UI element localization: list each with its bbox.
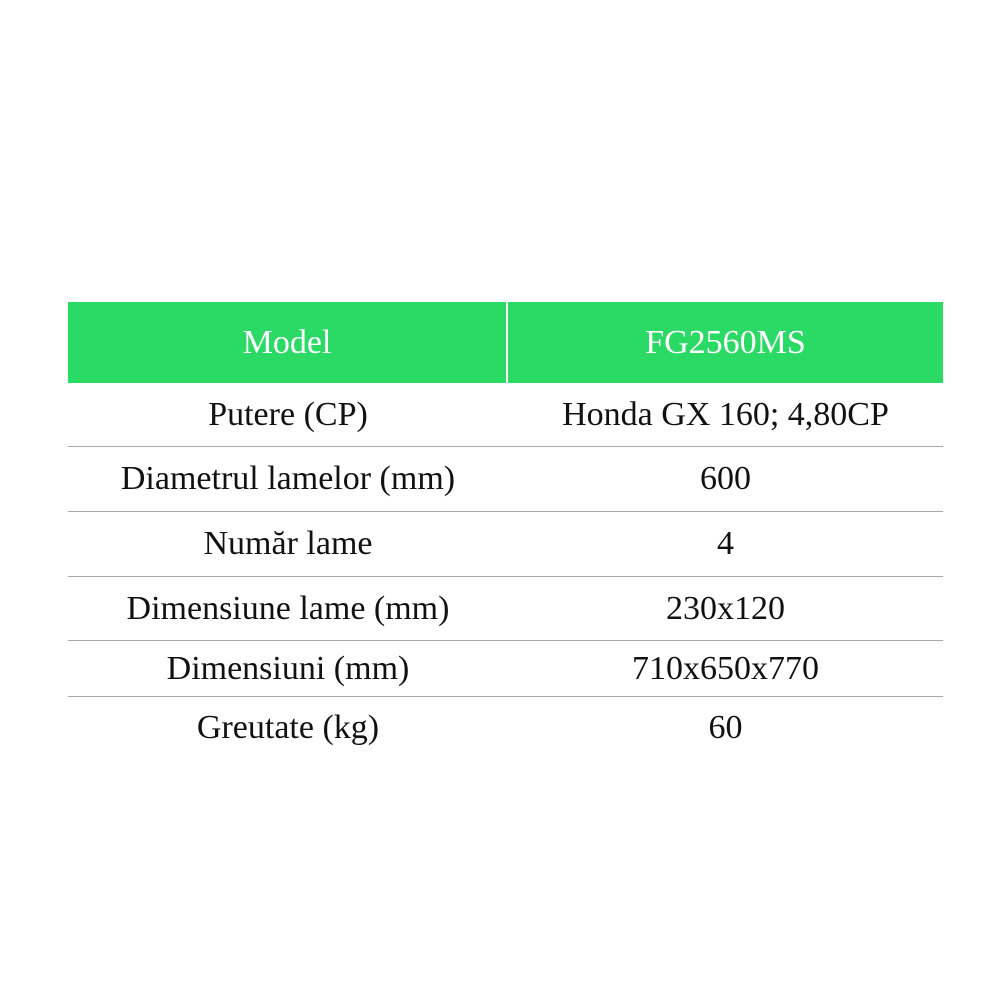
row-label: Număr lame — [203, 525, 373, 562]
row-value: 60 — [708, 709, 743, 746]
row-label: Dimensiune lame (mm) — [126, 589, 450, 627]
table-row — [68, 512, 943, 577]
table-row — [68, 577, 943, 641]
row-value: 600 — [700, 460, 751, 497]
row-label: Diametrul lamelor (mm) — [120, 460, 456, 497]
row-value: 710x650x770 — [632, 649, 819, 687]
table-row — [68, 641, 943, 697]
header-label-cell: Model — [68, 302, 508, 383]
row-value: Honda GX 160; 4,80CP — [562, 395, 889, 433]
header-model-cell: FG2560MS — [508, 302, 943, 383]
spec-table — [68, 302, 943, 759]
table-row — [68, 447, 943, 512]
row-value: 230x120 — [666, 589, 785, 627]
row-label: Greutate (kg) — [196, 709, 380, 746]
table-row — [68, 383, 943, 447]
row-value: 4 — [717, 525, 734, 562]
row-label: Dimensiuni (mm) — [166, 649, 410, 687]
table-header-row — [68, 302, 943, 383]
table-row — [68, 697, 943, 759]
row-label: Putere (CP) — [208, 395, 368, 433]
